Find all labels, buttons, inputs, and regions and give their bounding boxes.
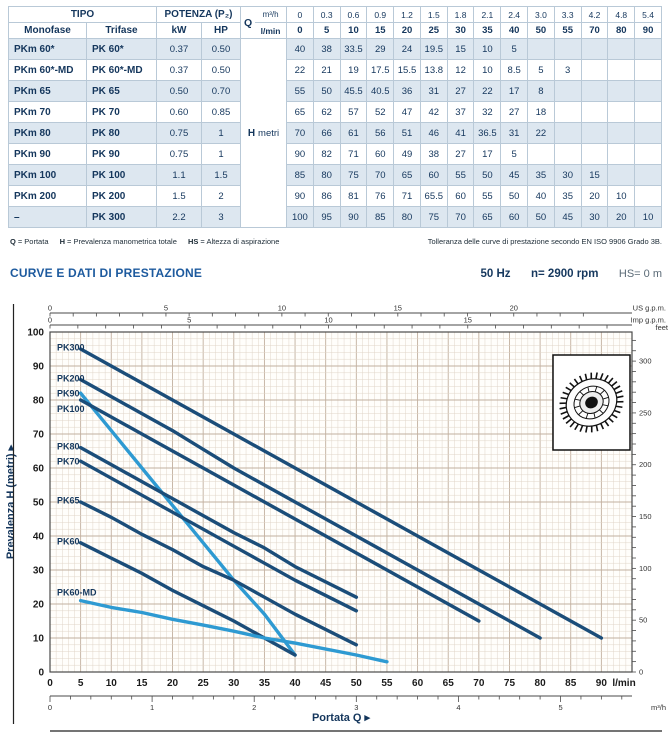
head-value-cell: [581, 144, 608, 165]
svg-text:15: 15: [393, 303, 402, 313]
head-value-cell: 22: [528, 123, 555, 144]
power-kw-cell: 2.2: [157, 207, 202, 228]
feet-tick-label: 200: [639, 460, 652, 470]
x-tick-label: 70: [473, 678, 485, 689]
lmin-header-cell: 55: [554, 23, 581, 39]
head-value-cell: 22: [287, 60, 314, 81]
head-value-cell: 15.5: [394, 60, 421, 81]
q-header-cell: [241, 7, 287, 39]
x-tick-label: 90: [595, 678, 607, 689]
power-kw-cell: 0.37: [157, 39, 202, 60]
power-kw-cell: 1.1: [157, 165, 202, 186]
y-tick-label: 30: [32, 565, 44, 577]
m3h-header-cell: 1.8: [447, 7, 474, 23]
head-value-cell: [608, 144, 635, 165]
curve-label-PK60: PK60: [57, 536, 80, 547]
m3h-header-cell: 3.0: [528, 7, 555, 23]
head-value-cell: 35: [528, 165, 555, 186]
power-kw-cell: 0.60: [157, 102, 202, 123]
svg-text:5: 5: [163, 303, 169, 313]
head-value-cell: [554, 39, 581, 60]
pump-model-trifase: PK 200: [87, 186, 157, 207]
section-heading: [10, 264, 662, 282]
head-value-cell: 27: [447, 144, 474, 165]
x-unit-lmin: l/min: [612, 678, 636, 689]
head-value-cell: 5: [501, 144, 528, 165]
power-hp-cell: 3: [202, 207, 241, 228]
m3h-tick-label: 4: [456, 703, 461, 712]
x-tick-label: 40: [289, 678, 301, 689]
head-value-cell: 17: [501, 81, 528, 102]
head-value-cell: [581, 102, 608, 123]
y-tick-label: 90: [32, 361, 44, 373]
power-kw-cell: 0.75: [157, 144, 202, 165]
feet-tick-label: 150: [639, 512, 652, 522]
head-value-cell: 85: [287, 165, 314, 186]
feet-tick-label: 250: [639, 408, 652, 418]
curve-label-PK70: PK70: [57, 456, 80, 467]
pump-model-trifase: PK 100: [87, 165, 157, 186]
y-tick-label: 10: [32, 633, 44, 645]
power-kw-cell: 0.50: [157, 81, 202, 102]
m3h-tick-label: 0: [47, 703, 53, 712]
m3h-header-cell: 2.1: [474, 7, 501, 23]
x-tick-label: 50: [350, 678, 362, 689]
head-value-cell: 55: [447, 165, 474, 186]
head-value-cell: [608, 60, 635, 81]
head-value-cell: 71: [394, 186, 421, 207]
lmin-header-cell: 0: [287, 23, 314, 39]
head-value-cell: 100: [287, 207, 314, 228]
imp-gpm-axis-unit: Imp g.p.m.: [630, 315, 666, 325]
head-value-cell: 5: [528, 60, 555, 81]
head-value-cell: 47: [394, 102, 421, 123]
x-tick-label: 5: [77, 678, 84, 689]
lmin-header-cell: 90: [635, 23, 662, 39]
curve-label-PK300: PK300: [57, 342, 85, 353]
header-row-lmin: [9, 23, 662, 39]
head-value-cell: 24: [394, 39, 421, 60]
lmin-header-cell: 30: [447, 23, 474, 39]
x-tick-label: 60: [412, 678, 424, 689]
x-tick-label: 10: [105, 678, 117, 689]
head-value-cell: 46: [420, 123, 447, 144]
footnote: [10, 237, 662, 246]
x-tick-label: 55: [381, 678, 393, 689]
head-value-cell: 36.5: [474, 123, 501, 144]
lmin-header-cell: 70: [581, 23, 608, 39]
pump-model-monofase: PKm 70: [9, 102, 87, 123]
m3h-unit-label: m³/h: [255, 7, 286, 23]
svg-text:15: 15: [463, 315, 472, 325]
table-row: [9, 81, 662, 102]
head-value-cell: [608, 165, 635, 186]
head-value-cell: 45: [501, 165, 528, 186]
kw-header: kW: [157, 23, 202, 39]
head-value-cell: 10: [474, 39, 501, 60]
head-value-cell: 80: [394, 207, 421, 228]
h-metri-cell: H metri: [241, 39, 287, 228]
monofase-header: Monofase: [9, 23, 87, 39]
head-value-cell: 20: [581, 186, 608, 207]
head-value-cell: 38: [313, 39, 340, 60]
table-row: [9, 60, 662, 81]
m3h-header-cell: 0.9: [367, 7, 394, 23]
head-value-cell: 10: [635, 207, 662, 228]
head-value-cell: [581, 81, 608, 102]
head-value-cell: 21: [313, 60, 340, 81]
hp-header: HP: [202, 23, 241, 39]
power-hp-cell: 1: [202, 144, 241, 165]
head-value-cell: [554, 123, 581, 144]
head-value-cell: 85: [367, 207, 394, 228]
head-value-cell: 15: [447, 39, 474, 60]
head-value-cell: 51: [394, 123, 421, 144]
m3h-header-cell: 0.3: [313, 7, 340, 23]
head-value-cell: [608, 123, 635, 144]
power-hp-cell: 0.50: [202, 60, 241, 81]
head-value-cell: 76: [367, 186, 394, 207]
head-value-cell: 90: [287, 144, 314, 165]
pump-model-trifase: PK 60*-MD: [87, 60, 157, 81]
lmin-header-cell: 50: [528, 23, 555, 39]
lmin-header-cell: 15: [367, 23, 394, 39]
head-value-cell: 19.5: [420, 39, 447, 60]
head-value-cell: 42: [420, 102, 447, 123]
x-tick-label: 65: [442, 678, 454, 689]
power-kw-cell: 0.37: [157, 60, 202, 81]
table-row: [9, 186, 662, 207]
head-value-cell: 17.5: [367, 60, 394, 81]
head-value-cell: 75: [340, 165, 367, 186]
pump-model-monofase: PKm 65: [9, 81, 87, 102]
head-value-cell: [608, 102, 635, 123]
head-value-cell: 10: [474, 60, 501, 81]
x-tick-label: 30: [228, 678, 240, 689]
lmin-header-cell: 10: [340, 23, 367, 39]
head-value-cell: 90: [287, 186, 314, 207]
footnote-tolerance: Tolleranza delle curve di prestazione secondo EN ISO 9906 Grado 3B.: [427, 237, 662, 246]
table-body: [9, 39, 662, 228]
section-conditions: [464, 264, 662, 282]
x-tick-label: 20: [166, 678, 179, 689]
svg-text:10: 10: [277, 303, 287, 313]
head-value-cell: 70: [287, 123, 314, 144]
lmin-unit-label: l/min: [260, 25, 281, 36]
x-tick-label: 80: [534, 678, 546, 689]
feet-tick-label: 0: [639, 667, 644, 677]
m3h-header-cell: 4.2: [581, 7, 608, 23]
head-value-cell: 45.5: [340, 81, 367, 102]
head-value-cell: 50: [474, 165, 501, 186]
head-value-cell: 13.8: [420, 60, 447, 81]
table-row: [9, 39, 662, 60]
head-value-cell: [528, 144, 555, 165]
table-row: [9, 165, 662, 186]
m3h-header-cell: 3.3: [554, 7, 581, 23]
head-value-cell: 66: [313, 123, 340, 144]
performance-chart: [0, 294, 670, 740]
head-value-cell: 50: [528, 207, 555, 228]
pump-model-trifase: PK 60*: [87, 39, 157, 60]
head-value-cell: 80: [313, 165, 340, 186]
pump-model-monofase: PKm 100: [9, 165, 87, 186]
x-tick-label: 0: [47, 678, 53, 689]
head-value-cell: 90: [340, 207, 367, 228]
suction-height-value: HS= 0 m: [618, 268, 662, 280]
head-value-cell: 70: [447, 207, 474, 228]
head-value-cell: 75: [420, 207, 447, 228]
head-value-cell: [581, 39, 608, 60]
head-value-cell: [635, 81, 662, 102]
m3h-header-cell: 1.5: [420, 7, 447, 23]
q-label: Q: [244, 16, 253, 29]
x-tick-label: 35: [258, 678, 270, 689]
curve-label-PK80: PK80: [57, 441, 80, 452]
head-value-cell: 17: [474, 144, 501, 165]
pump-model-monofase: PKm 60*-MD: [9, 60, 87, 81]
head-value-cell: [635, 144, 662, 165]
table-row: [9, 144, 662, 165]
curve-label-PK60-MD: PK60-MD: [57, 587, 97, 598]
y-tick-label: 20: [32, 599, 44, 611]
head-value-cell: 19: [340, 60, 367, 81]
head-value-cell: 29: [367, 39, 394, 60]
head-value-cell: 81: [340, 186, 367, 207]
head-value-cell: 20: [608, 207, 635, 228]
head-value-cell: 30: [554, 165, 581, 186]
pump-model-monofase: PKm 90: [9, 144, 87, 165]
m3h-tick-label: 3: [354, 703, 359, 712]
lmin-header-cell: 25: [420, 23, 447, 39]
y-tick-label: 100: [27, 327, 44, 339]
curve-label-PK65: PK65: [57, 495, 80, 506]
feet-tick-label: 100: [639, 563, 652, 573]
head-value-cell: [554, 102, 581, 123]
head-value-cell: [635, 165, 662, 186]
curve-label-PK100: PK100: [57, 403, 85, 414]
head-value-cell: 60: [420, 165, 447, 186]
head-value-cell: [581, 123, 608, 144]
head-value-cell: 36: [394, 81, 421, 102]
head-value-cell: [528, 39, 555, 60]
us-gpm-axis-unit: US g.p.m.: [632, 303, 666, 313]
m3h-unit: m³/h: [651, 703, 666, 712]
lmin-header-cell: 80: [608, 23, 635, 39]
head-value-cell: [554, 144, 581, 165]
potenza-header: POTENZA (P₂): [157, 7, 241, 23]
pump-model-trifase: PK 300: [87, 207, 157, 228]
x-axis-title: Portata Q ▸: [311, 712, 371, 724]
svg-text:0: 0: [47, 315, 53, 325]
pump-model-trifase: PK 80: [87, 123, 157, 144]
head-value-cell: 10: [608, 186, 635, 207]
head-value-cell: 57: [340, 102, 367, 123]
feet-tick-label: 300: [639, 356, 652, 366]
m3h-header-cell: 0.6: [340, 7, 367, 23]
x-tick-label: 85: [565, 678, 577, 689]
head-value-cell: 40: [287, 39, 314, 60]
impeller-image: [548, 355, 634, 450]
pump-model-monofase: –: [9, 207, 87, 228]
head-value-cell: 56: [367, 123, 394, 144]
x-tick-label: 45: [320, 678, 332, 689]
head-value-cell: [635, 123, 662, 144]
head-value-cell: 60: [447, 186, 474, 207]
curve-label-PK200: PK200: [57, 373, 85, 384]
head-value-cell: 27: [501, 102, 528, 123]
svg-text:20: 20: [509, 303, 518, 313]
rpm-value: n= 2900 rpm: [530, 268, 599, 280]
pump-model-monofase: PKm 60*: [9, 39, 87, 60]
head-value-cell: [608, 81, 635, 102]
head-value-cell: 55: [287, 81, 314, 102]
m3h-header-cell: 0: [287, 7, 314, 23]
head-value-cell: 60: [501, 207, 528, 228]
power-hp-cell: 0.50: [202, 39, 241, 60]
table-row: [9, 102, 662, 123]
head-value-cell: 86: [313, 186, 340, 207]
head-value-cell: 33.5: [340, 39, 367, 60]
power-hp-cell: 0.70: [202, 81, 241, 102]
y-tick-label: 40: [32, 531, 44, 543]
performance-table: [8, 6, 662, 228]
m3h-header-cell: 4.8: [608, 7, 635, 23]
head-value-cell: 30: [581, 207, 608, 228]
feet-tick-label: 50: [639, 615, 648, 625]
head-value-cell: 50: [501, 186, 528, 207]
head-value-cell: 61: [340, 123, 367, 144]
section-title: CURVE E DATI DI PRESTAZIONE: [10, 266, 203, 280]
power-kw-cell: 1.5: [157, 186, 202, 207]
y-tick-label: 60: [32, 463, 44, 475]
power-hp-cell: 1.5: [202, 165, 241, 186]
feet-unit: feet: [655, 323, 668, 332]
head-value-cell: 50: [313, 81, 340, 102]
trifase-header: Trifase: [87, 23, 157, 39]
m3h-header-cell: 2.4: [501, 7, 528, 23]
power-kw-cell: 0.75: [157, 123, 202, 144]
svg-text:5: 5: [187, 315, 192, 325]
head-value-cell: 71: [340, 144, 367, 165]
head-value-cell: [635, 39, 662, 60]
head-value-cell: 18: [528, 102, 555, 123]
lmin-header-cell: 5: [313, 23, 340, 39]
head-value-cell: 49: [394, 144, 421, 165]
pump-model-trifase: PK 70: [87, 102, 157, 123]
head-value-cell: 52: [367, 102, 394, 123]
table-row: [9, 207, 662, 228]
svg-text:0: 0: [47, 303, 53, 313]
head-value-cell: [635, 102, 662, 123]
power-hp-cell: 2: [202, 186, 241, 207]
curve-label-PK90: PK90: [57, 388, 80, 399]
head-value-cell: 41: [447, 123, 474, 144]
head-value-cell: [581, 60, 608, 81]
head-value-cell: 37: [447, 102, 474, 123]
lmin-header-cell: 20: [394, 23, 421, 39]
header-row-m3h: [9, 7, 662, 23]
head-value-cell: 45: [554, 207, 581, 228]
head-value-cell: 22: [474, 81, 501, 102]
head-value-cell: 35: [554, 186, 581, 207]
head-value-cell: 15: [581, 165, 608, 186]
x-tick-label: 75: [503, 678, 516, 689]
m3h-tick-label: 5: [558, 703, 563, 712]
head-value-cell: 82: [313, 144, 340, 165]
table-row: [9, 123, 662, 144]
head-value-cell: 3: [554, 60, 581, 81]
head-value-cell: [608, 39, 635, 60]
head-value-cell: [635, 60, 662, 81]
footnote-legend: Q = Portata H = Prevalenza manometrica totale HS = Altezza di aspirazione: [10, 237, 280, 246]
power-hp-cell: 0.85: [202, 102, 241, 123]
y-axis-title: Prevalenza H (metri) ▸: [5, 444, 17, 560]
y-tick-label: 80: [32, 395, 44, 407]
head-value-cell: 65: [474, 207, 501, 228]
head-value-cell: 27: [447, 81, 474, 102]
y-tick-label: 50: [32, 497, 44, 509]
head-value-cell: 95: [313, 207, 340, 228]
head-value-cell: 65: [394, 165, 421, 186]
pump-model-monofase: PKm 200: [9, 186, 87, 207]
lmin-header-cell: 35: [474, 23, 501, 39]
head-value-cell: 70: [367, 165, 394, 186]
head-value-cell: 38: [420, 144, 447, 165]
m3h-header-cell: 5.4: [635, 7, 662, 23]
tipo-header: TIPO: [9, 7, 157, 23]
x-tick-label: 15: [136, 678, 148, 689]
head-value-cell: 65: [287, 102, 314, 123]
m3h-header-cell: 1.2: [394, 7, 421, 23]
m3h-tick-label: 2: [252, 703, 257, 712]
head-value-cell: 8.5: [501, 60, 528, 81]
head-value-cell: 65.5: [420, 186, 447, 207]
head-value-cell: 40: [528, 186, 555, 207]
pump-model-trifase: PK 65: [87, 81, 157, 102]
head-value-cell: [554, 81, 581, 102]
head-value-cell: 60: [367, 144, 394, 165]
y-tick-label: 0: [38, 667, 44, 679]
y-tick-label: 70: [32, 429, 44, 441]
lmin-header-cell: 40: [501, 23, 528, 39]
head-value-cell: 32: [474, 102, 501, 123]
m3h-tick-label: 1: [150, 703, 155, 712]
head-value-cell: [635, 186, 662, 207]
head-value-cell: 62: [313, 102, 340, 123]
head-value-cell: 55: [474, 186, 501, 207]
x-tick-label: 25: [197, 678, 209, 689]
head-value-cell: 5: [501, 39, 528, 60]
frequency-value: 50 Hz: [480, 268, 511, 280]
head-value-cell: 31: [501, 123, 528, 144]
pump-model-trifase: PK 90: [87, 144, 157, 165]
head-value-cell: 12: [447, 60, 474, 81]
svg-text:10: 10: [324, 315, 333, 325]
head-value-cell: 8: [528, 81, 555, 102]
head-value-cell: 31: [420, 81, 447, 102]
pump-model-monofase: PKm 80: [9, 123, 87, 144]
power-hp-cell: 1: [202, 123, 241, 144]
head-value-cell: 40.5: [367, 81, 394, 102]
